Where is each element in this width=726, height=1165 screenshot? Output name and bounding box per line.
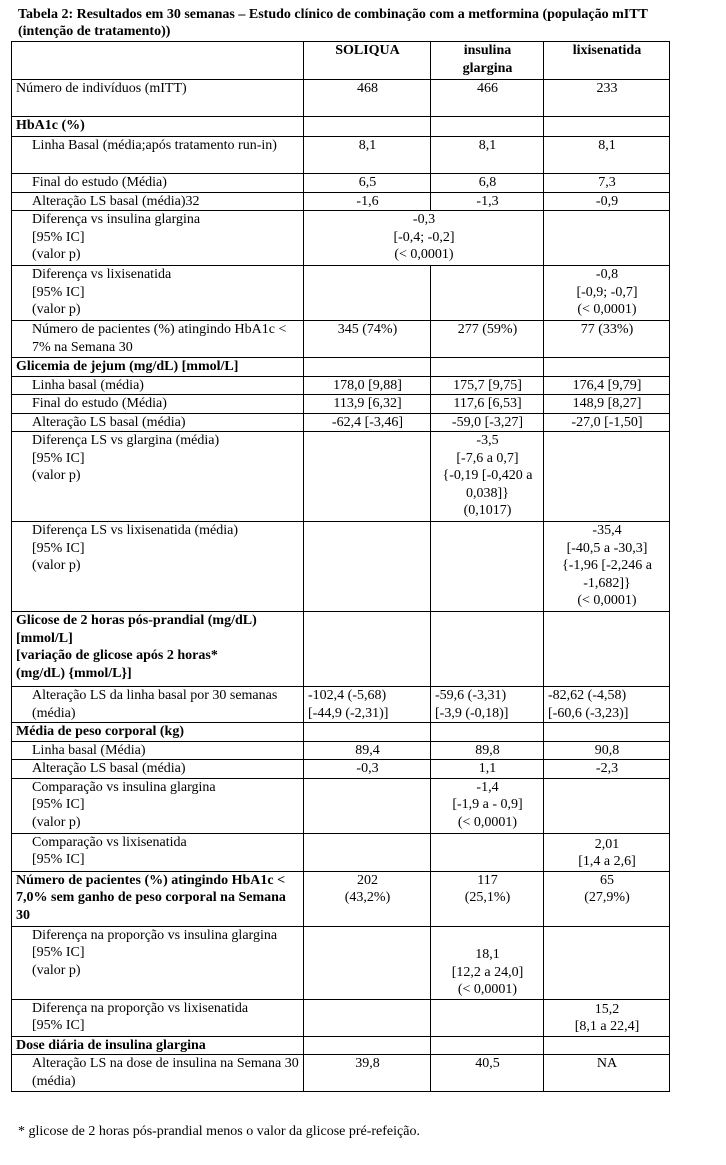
table-row bbox=[12, 395, 670, 414]
header-empty bbox=[12, 42, 304, 80]
table-cell: 345 (74%) bbox=[304, 321, 431, 358]
table-cell: 148,9 [8,27] bbox=[544, 395, 670, 414]
table-cell bbox=[544, 117, 670, 137]
table-cell: 175,7 [9,75] bbox=[431, 376, 544, 395]
table-cell: 15,2 [8,1 a 22,4] bbox=[544, 999, 670, 1036]
table-cell bbox=[544, 778, 670, 833]
table-cell bbox=[431, 723, 544, 742]
table-row bbox=[12, 522, 670, 612]
section-row bbox=[12, 358, 670, 377]
footnote: * glicose de 2 horas pós-prandial menos o valor da glicose pré-refeição. bbox=[18, 1124, 420, 1139]
table-cell bbox=[431, 522, 544, 612]
table-cell bbox=[304, 432, 431, 522]
table-cell: 65 (27,9%) bbox=[544, 871, 670, 926]
table-cell: 468 bbox=[304, 80, 431, 117]
header-insulina-glargina: insulina glargina bbox=[431, 42, 544, 80]
table-cell: -59,6 (-3,31) [-3,9 (-0,18)] bbox=[431, 687, 544, 723]
table-cell: 6,8 bbox=[431, 174, 544, 193]
table-cell bbox=[544, 432, 670, 522]
row-label: Linha basal (média) bbox=[12, 376, 304, 395]
row-label: Número de pacientes (%) atingindo HbA1c < 7,0% sem ganho de peso corporal na Semana 30 bbox=[12, 871, 304, 926]
table-cell: 233 bbox=[544, 80, 670, 117]
table-row bbox=[12, 174, 670, 193]
header-lixisenatida: lixisenatida bbox=[544, 42, 670, 80]
table-cell: 2,01 [1,4 a 2,6] bbox=[544, 833, 670, 871]
table-cell: 8,1 bbox=[431, 137, 544, 174]
table-row bbox=[12, 192, 670, 211]
row-label: Número de indivíduos (mITT) bbox=[12, 80, 304, 117]
table-row bbox=[12, 376, 670, 395]
table-cell: 89,8 bbox=[431, 741, 544, 760]
table-cell: -82,62 (-4,58) [-60,6 (-3,23)] bbox=[544, 687, 670, 723]
table-row bbox=[12, 741, 670, 760]
table-cell: 89,4 bbox=[304, 741, 431, 760]
table-cell bbox=[431, 612, 544, 687]
table-cell bbox=[431, 358, 544, 377]
row-label: Alteração LS basal (média)32 bbox=[12, 192, 304, 211]
table-cell bbox=[544, 211, 670, 266]
table-row bbox=[12, 999, 670, 1036]
table-cell: -59,0 [-3,27] bbox=[431, 413, 544, 432]
table-cell: -0,8 [-0,9; -0,7] (< 0,0001) bbox=[544, 266, 670, 321]
section-row bbox=[12, 612, 670, 687]
table-row bbox=[12, 80, 670, 117]
table-cell bbox=[431, 117, 544, 137]
results-table bbox=[11, 41, 670, 1092]
table-row bbox=[12, 321, 670, 358]
table-row bbox=[12, 211, 670, 266]
table-cell: 277 (59%) bbox=[431, 321, 544, 358]
row-label: Final do estudo (Média) bbox=[12, 395, 304, 414]
table-cell bbox=[304, 266, 431, 321]
table-row bbox=[12, 1055, 670, 1092]
table-cell bbox=[431, 266, 544, 321]
table-cell bbox=[431, 1036, 544, 1055]
table-cell-spanning: -0,3 [-0,4; -0,2] (< 0,0001) bbox=[304, 211, 544, 266]
table-cell: -0,3 bbox=[304, 760, 431, 779]
row-label: Alteração LS basal (média) bbox=[12, 760, 304, 779]
table-cell: 466 bbox=[431, 80, 544, 117]
table-cell: -27,0 [-1,50] bbox=[544, 413, 670, 432]
table-cell bbox=[544, 1036, 670, 1055]
row-label: Comparação vs lixisenatida [95% IC] bbox=[12, 833, 304, 871]
header-row bbox=[12, 42, 670, 80]
table-cell: -35,4 [-40,5 a -30,3] {-1,96 [-2,246 a -1,682]} (< 0,0001) bbox=[544, 522, 670, 612]
section-label: HbA1c (%) bbox=[12, 117, 304, 137]
table-row bbox=[12, 778, 670, 833]
section-row bbox=[12, 1036, 670, 1055]
caption-line-2: (intenção de tratamento)) bbox=[18, 24, 171, 39]
row-label: Número de pacientes (%) atingindo HbA1c < 7% na Semana 30 bbox=[12, 321, 304, 358]
results-table-body bbox=[12, 42, 670, 1092]
row-label: Diferença vs lixisenatida [95% IC] (valor p) bbox=[12, 266, 304, 321]
table-cell bbox=[304, 358, 431, 377]
table-cell: -1,6 bbox=[304, 192, 431, 211]
table-cell bbox=[304, 522, 431, 612]
table-cell: 117 (25,1%) bbox=[431, 871, 544, 926]
row-label: Diferença na proporção vs lixisenatida [95% IC] bbox=[12, 999, 304, 1036]
table-row bbox=[12, 687, 670, 723]
table-cell bbox=[544, 723, 670, 742]
table-cell: 113,9 [6,32] bbox=[304, 395, 431, 414]
table-row bbox=[12, 266, 670, 321]
table-row bbox=[12, 432, 670, 522]
row-label: Alteração LS basal (média) bbox=[12, 413, 304, 432]
table-cell bbox=[544, 926, 670, 999]
table-cell: -102,4 (-5,68) [-44,9 (-2,31)] bbox=[304, 687, 431, 723]
table-cell: 7,3 bbox=[544, 174, 670, 193]
table-cell: 176,4 [9,79] bbox=[544, 376, 670, 395]
row-label: Diferença vs insulina glargina [95% IC] (valor p) bbox=[12, 211, 304, 266]
table-cell bbox=[304, 833, 431, 871]
table-cell: -2,3 bbox=[544, 760, 670, 779]
header-soliqua: SOLIQUA bbox=[304, 42, 431, 80]
section-label: Dose diária de insulina glargina bbox=[12, 1036, 304, 1055]
table-cell: -1,4 [-1,9 a - 0,9] (< 0,0001) bbox=[431, 778, 544, 833]
row-label: Diferença na proporção vs insulina glargina [95% IC] (valor p) bbox=[12, 926, 304, 999]
table-row bbox=[12, 760, 670, 779]
table-cell bbox=[304, 612, 431, 687]
table-cell: -0,9 bbox=[544, 192, 670, 211]
table-cell: 39,8 bbox=[304, 1055, 431, 1092]
table-cell bbox=[431, 833, 544, 871]
table-cell: 1,1 bbox=[431, 760, 544, 779]
row-label: Alteração LS na dose de insulina na Semana 30 (média) bbox=[12, 1055, 304, 1092]
table-caption bbox=[18, 6, 724, 40]
row-label: Diferença LS vs glargina (média) [95% IC] (valor p) bbox=[12, 432, 304, 522]
table-cell bbox=[431, 999, 544, 1036]
section-row bbox=[12, 723, 670, 742]
section-label: Média de peso corporal (kg) bbox=[12, 723, 304, 742]
table-cell: 6,5 bbox=[304, 174, 431, 193]
table-cell bbox=[304, 723, 431, 742]
row-label: Final do estudo (Média) bbox=[12, 174, 304, 193]
table-cell bbox=[304, 778, 431, 833]
table-cell bbox=[304, 117, 431, 137]
table-row bbox=[12, 871, 670, 926]
table-cell: -3,5 [-7,6 a 0,7] {-0,19 [-0,420 a 0,038]} (0,1017) bbox=[431, 432, 544, 522]
table-cell: 18,1 [12,2 a 24,0] (< 0,0001) bbox=[431, 926, 544, 999]
table-cell: 178,0 [9,88] bbox=[304, 376, 431, 395]
table-cell: 77 (33%) bbox=[544, 321, 670, 358]
table-cell: NA bbox=[544, 1055, 670, 1092]
table-row bbox=[12, 137, 670, 174]
table-cell bbox=[304, 926, 431, 999]
row-label: Linha Basal (média;após tratamento run-in) bbox=[12, 137, 304, 174]
section-label: Glicose de 2 horas pós-prandial (mg/dL) [mmol/L] [variação de glicose após 2 horas* (mg/dL) {mmol/L}] bbox=[12, 612, 304, 687]
table-cell bbox=[304, 999, 431, 1036]
table-cell: 8,1 bbox=[304, 137, 431, 174]
table-cell bbox=[304, 1036, 431, 1055]
table-cell: -1,3 bbox=[431, 192, 544, 211]
table-cell: 40,5 bbox=[431, 1055, 544, 1092]
table-cell: -62,4 [-3,46] bbox=[304, 413, 431, 432]
section-label: Glicemia de jejum (mg/dL) [mmol/L] bbox=[12, 358, 304, 377]
caption-line-1: Tabela 2: Resultados em 30 semanas – Estudo clínico de combinação com a metformina (população mITT bbox=[18, 7, 648, 22]
table-row bbox=[12, 833, 670, 871]
row-label: Alteração LS da linha basal por 30 semanas (média) bbox=[12, 687, 304, 723]
table-row bbox=[12, 926, 670, 999]
table-cell: 202 (43,2%) bbox=[304, 871, 431, 926]
table-cell: 90,8 bbox=[544, 741, 670, 760]
table-cell bbox=[544, 612, 670, 687]
row-label: Comparação vs insulina glargina [95% IC] (valor p) bbox=[12, 778, 304, 833]
table-row bbox=[12, 413, 670, 432]
table-cell: 8,1 bbox=[544, 137, 670, 174]
row-label: Linha basal (Média) bbox=[12, 741, 304, 760]
row-label: Diferença LS vs lixisenatida (média) [95% IC] (valor p) bbox=[12, 522, 304, 612]
table-cell: 117,6 [6,53] bbox=[431, 395, 544, 414]
section-row bbox=[12, 117, 670, 137]
table-cell bbox=[544, 358, 670, 377]
